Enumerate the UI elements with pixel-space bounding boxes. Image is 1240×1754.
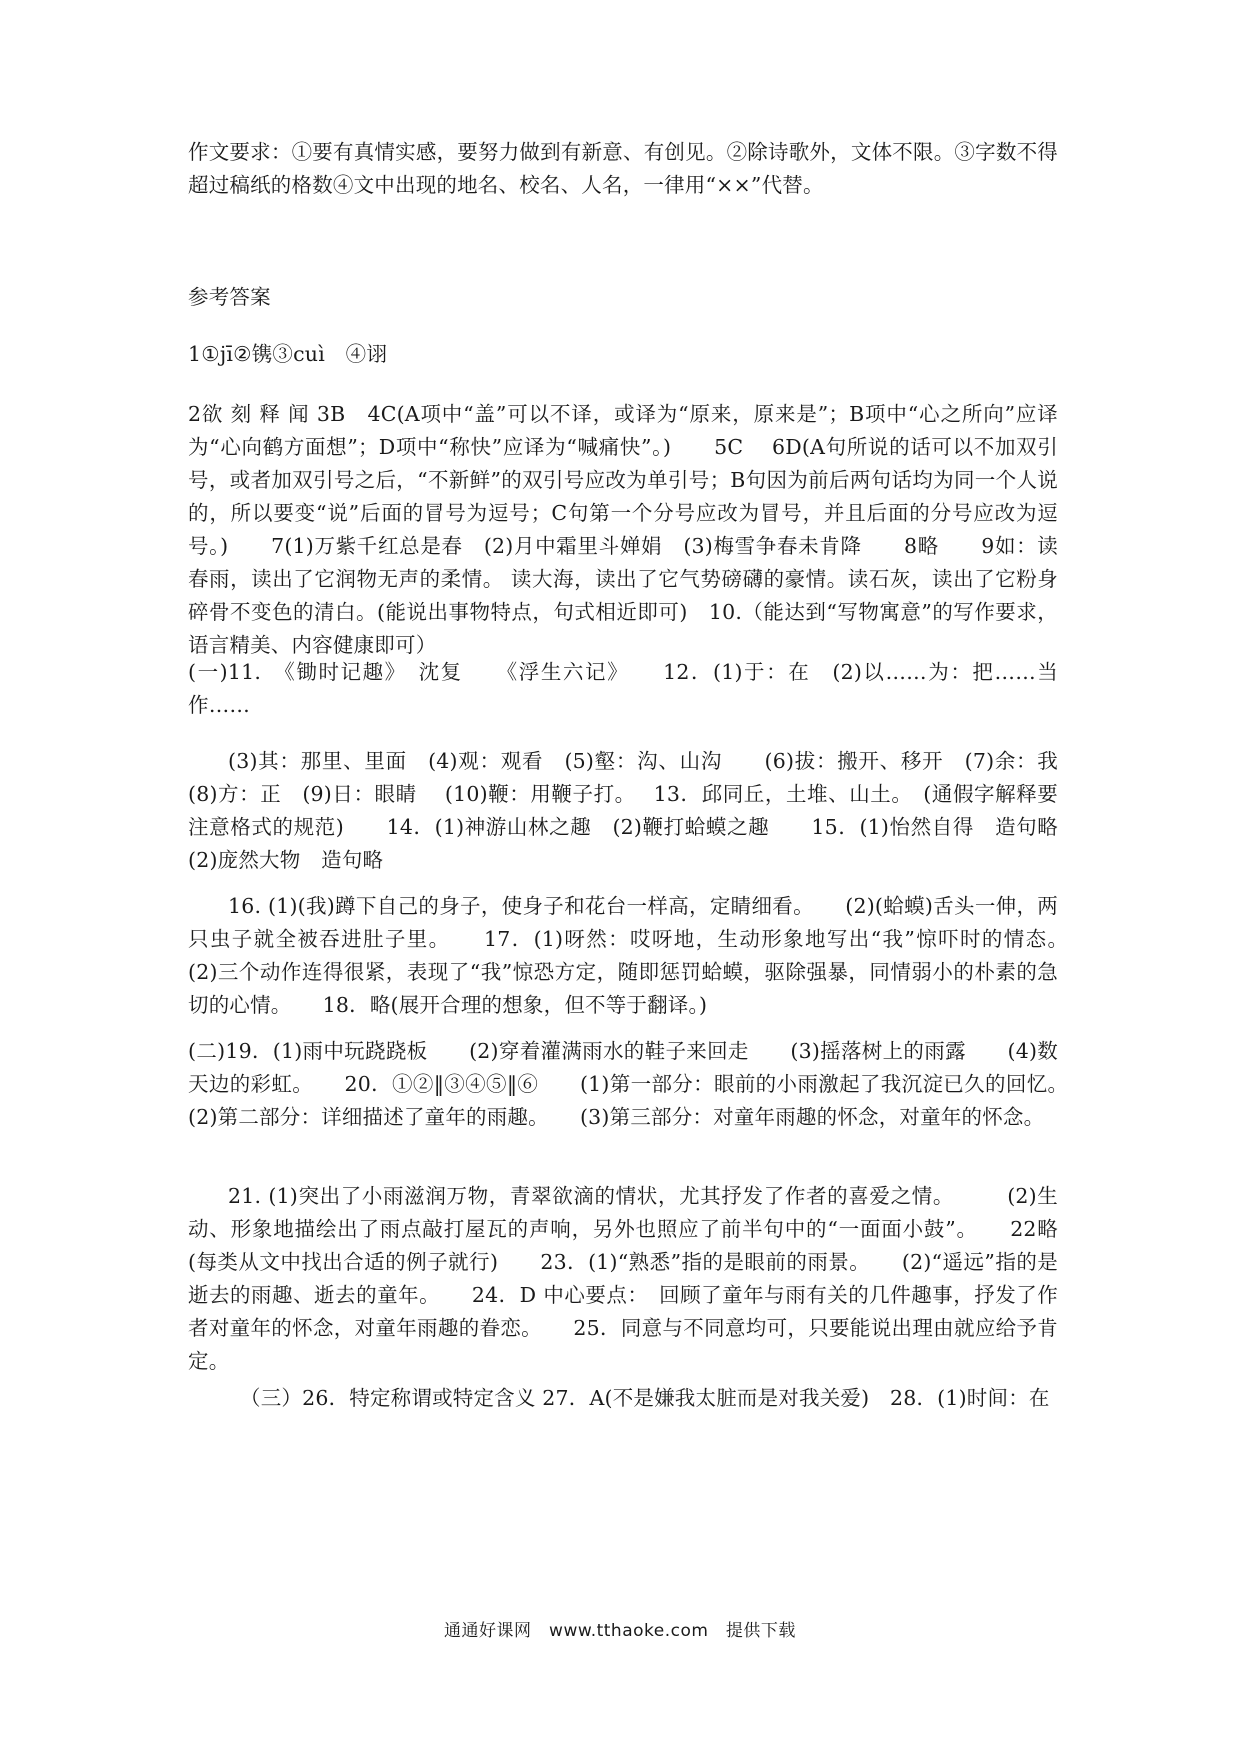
answer-q12-q15: (3)其：那里、里面 (4)观：观看 (5)壑：沟、山沟 (6)拔：搬开、移开 (7)余：我 (8)方：正 (9)日：眼睛 (10)鞭：用鞭子打。 13．邱同丘，土堆、山土。 (通假字解释要注意格式的规范) 14．(1)神游山林之趣 (2)鞭打蛤蟆之趣 15．(1)怡然自得 造句略 (2)庞然大物 造句略 — [188, 749, 1079, 872]
answer-section1-q11-q12: (一)11. 《锄时记趣》 沈复 《浮生六记》 12．(1)于：在 (2)以……为：把……当作…… — [188, 660, 1058, 717]
answer-q1: 1①jī②镌③cuì ④诩 — [188, 342, 388, 366]
answer-section3-q26-q28: （三）26．特定称谓或特定含义 27．A(不是嫌我太脏而是对我关爱) 28．(1)时间：在 — [240, 1386, 1050, 1410]
answer-section2-q19-q20: (二)19．(1)雨中玩跷跷板 (2)穿着灌满雨水的鞋子来回走 (3)摇落树上的雨露 (4)数天边的彩虹。 20．①②‖③④⑤‖⑥ (1)第一部分：眼前的小雨激起了我沉淀已久的回忆。 (2)第二部分：详细描述了童年的雨趣。 (3)第三部分：对童年雨趣的怀念，对童年的怀念。 — [188, 1039, 1100, 1129]
essay-requirements: 作文要求：①要有真情实感，要努力做到有新意、有创见。②除诗歌外，文体不限。③字数不得超过稿纸的格数④文中出现的地名、校名、人名，一律用“××”代替。 — [188, 140, 1058, 197]
page-footer: 通通好课网 www.tthaoke.com 提供下载 — [444, 1621, 796, 1641]
reference-answers-heading: 参考答案 — [188, 285, 271, 309]
answer-q16-q18: 16. (1)(我)蹲下自己的身子，使身子和花台一样高，定睛细看。 (2)(蛤蟆)舌头一伸，两只虫子就全被吞进肚子里。 17．(1)呀然：哎呀地，生动形象地写出“我”惊吓时的情态。 (2)三个动作连得很紧，表现了“我”惊恐方定，随即惩罚蛤蟆，驱除强暴，同情弱小的朴素的急切的心情。 18．略(展开合理的想象，但不等于翻译。) — [188, 894, 1100, 1017]
answer-q2-q10: 2欲 刻 释 闻 3B 4C(A项中“盖”可以不译，或译为“原来，原来是”；B项中“心之所向”应译为“心向鹤方面想”；D项中“称快”应译为“喊痛快”。) 5C 6D(A句所说的话可以不加双引号，或者加双引号之后，“不新鲜”的双引号应改为单引号；B句因为前后两句话均为同一个人说的，所以要变“说”后面的冒号为逗号；C句第一个分号应改为冒号，并且后面的分号应改为逗号。) 7(1)万紫千红总是春 (2)月中霜里斗婵娟 (3)梅雪争春未肯降 8略 9如：读春雨，读出了它润物无声的柔情。 读大海，读出了它气势磅礴的豪情。读石灰，读出了它粉身碎骨不变色的清白。(能说出事物特点，句式相近即可) 10.（能达到“写物寓意”的写作要求，语言精美、内容健康即可） — [188, 402, 1058, 657]
answer-q21-q25: 21. (1)突出了小雨滋润万物，青翠欲滴的情状，尤其抒发了作者的喜爱之情。 (2)生动、形象地描绘出了雨点敲打屋瓦的声响，另外也照应了前半句中的“一面面小鼓”。 22略(每类从文中找出合适的例子就行) 23．(1)“熟悉”指的是眼前的雨景。 (2)“遥远”指的是逝去的雨趣、逝去的童年。 24．D 中心要点： 回顾了童年与雨有关的几件趣事，抒发了作者对童年的怀念，对童年雨趣的眷恋。 25．同意与不同意均可，只要能说出理由就应给予肯定。 — [188, 1184, 1058, 1373]
